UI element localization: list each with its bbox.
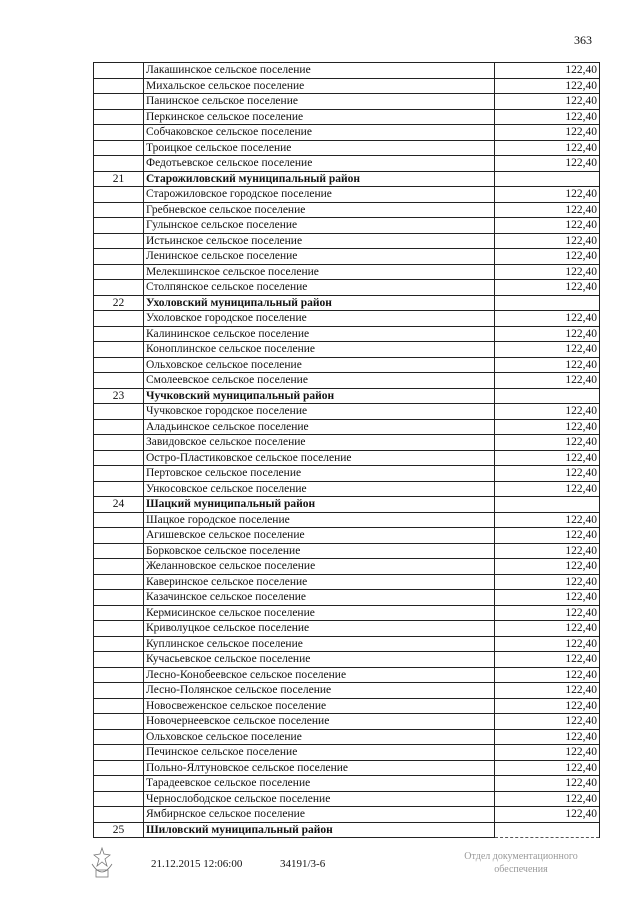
table-row [94, 233, 600, 249]
table-row [94, 404, 600, 420]
settlement-name: Казачинское сельское поселение [144, 590, 495, 606]
settlement-name: Ольховское сельское поселение [144, 357, 495, 373]
row-number [94, 78, 144, 94]
settlements-table [93, 62, 600, 838]
table-row [94, 435, 600, 451]
table-row [94, 791, 600, 807]
row-value: 122,40 [495, 264, 600, 280]
row-number [94, 450, 144, 466]
table-row [94, 326, 600, 342]
row-number [94, 435, 144, 451]
row-number [94, 621, 144, 637]
row-number [94, 481, 144, 497]
settlement-name: Чучковский муниципальный район [144, 388, 495, 404]
row-number [94, 326, 144, 342]
row-value: 122,40 [495, 109, 600, 125]
row-number [94, 559, 144, 575]
footer-datetime: 21.12.2015 12:06:00 [151, 858, 243, 870]
settlement-name: Ямбирнское сельское поселение [144, 807, 495, 823]
row-value: 122,40 [495, 807, 600, 823]
row-number: 21 [94, 171, 144, 187]
row-value: 122,40 [495, 543, 600, 559]
footer-doc-code: 34191/3-6 [280, 858, 326, 870]
row-number [94, 605, 144, 621]
row-value: 122,40 [495, 512, 600, 528]
row-value: 122,40 [495, 450, 600, 466]
settlement-name: Шиловский муниципальный район [144, 822, 495, 838]
row-number [94, 342, 144, 358]
row-number [94, 233, 144, 249]
row-number [94, 109, 144, 125]
settlement-name: Ленинское сельское поселение [144, 249, 495, 265]
table-row [94, 342, 600, 358]
settlement-name: Лесно-Полянское сельское поселение [144, 683, 495, 699]
settlement-name: Польно-Ялтуновское сельское поселение [144, 760, 495, 776]
row-value: 122,40 [495, 590, 600, 606]
row-number [94, 652, 144, 668]
table-row [94, 264, 600, 280]
table-row [94, 652, 600, 668]
settlement-name: Столпянское сельское поселение [144, 280, 495, 296]
row-value: 122,40 [495, 326, 600, 342]
stamp-line-1: Отдел документационного [464, 851, 578, 862]
settlement-name: Перкинское сельское поселение [144, 109, 495, 125]
row-value: 122,40 [495, 311, 600, 327]
row-number [94, 404, 144, 420]
settlement-name: Панинское сельское поселение [144, 94, 495, 110]
row-number [94, 667, 144, 683]
table-row [94, 543, 600, 559]
row-value: 122,40 [495, 435, 600, 451]
row-value [495, 171, 600, 187]
table-row [94, 745, 600, 761]
row-number [94, 636, 144, 652]
row-number: 25 [94, 822, 144, 838]
table-row [94, 249, 600, 265]
row-number [94, 202, 144, 218]
settlement-name: Агишевское сельское поселение [144, 528, 495, 544]
settlement-name: Мелекшинское сельское поселение [144, 264, 495, 280]
row-value [495, 295, 600, 311]
row-value: 122,40 [495, 621, 600, 637]
table-row [94, 760, 600, 776]
table-row [94, 729, 600, 745]
row-number [94, 683, 144, 699]
row-value: 122,40 [495, 652, 600, 668]
row-value: 122,40 [495, 94, 600, 110]
settlement-name: Остро-Пластиковское сельское поселение [144, 450, 495, 466]
row-number [94, 94, 144, 110]
row-value: 122,40 [495, 78, 600, 94]
row-value: 122,40 [495, 218, 600, 234]
row-value: 122,40 [495, 683, 600, 699]
table-row [94, 63, 600, 79]
row-number: 24 [94, 497, 144, 513]
table-row [94, 683, 600, 699]
row-value: 122,40 [495, 342, 600, 358]
table-row [94, 667, 600, 683]
row-value: 122,40 [495, 357, 600, 373]
row-number [94, 590, 144, 606]
row-value: 122,40 [495, 202, 600, 218]
coat-of-arms-emblem [88, 846, 116, 880]
row-number [94, 466, 144, 482]
table-row [94, 714, 600, 730]
row-value: 122,40 [495, 636, 600, 652]
table-row [94, 605, 600, 621]
settlement-name: Завидовское сельское поселение [144, 435, 495, 451]
table-row [94, 187, 600, 203]
settlement-name: Михальское сельское поселение [144, 78, 495, 94]
row-value [495, 388, 600, 404]
row-number [94, 218, 144, 234]
settlement-name: Борковское сельское поселение [144, 543, 495, 559]
row-value [495, 822, 600, 838]
table-row [94, 776, 600, 792]
district-row [94, 388, 600, 404]
row-number [94, 156, 144, 172]
table-body [94, 63, 600, 838]
row-value: 122,40 [495, 745, 600, 761]
row-number [94, 714, 144, 730]
settlement-name: Гребневское сельское поселение [144, 202, 495, 218]
settlement-name: Федотьевское сельское поселение [144, 156, 495, 172]
settlement-name: Аладьинское сельское поселение [144, 419, 495, 435]
row-number [94, 729, 144, 745]
table-row [94, 202, 600, 218]
row-value: 122,40 [495, 419, 600, 435]
row-value: 122,40 [495, 373, 600, 389]
row-number [94, 543, 144, 559]
row-value: 122,40 [495, 125, 600, 141]
district-row [94, 171, 600, 187]
settlement-name: Старожиловское городское поселение [144, 187, 495, 203]
row-value: 122,40 [495, 280, 600, 296]
table-row [94, 78, 600, 94]
row-number: 22 [94, 295, 144, 311]
table-row [94, 109, 600, 125]
settlement-name: Лакашинское сельское поселение [144, 63, 495, 79]
stamp-line-2: обеспечения [494, 864, 548, 875]
row-value: 122,40 [495, 187, 600, 203]
settlement-name: Кермисинское сельское поселение [144, 605, 495, 621]
settlement-name: Шацкое городское поселение [144, 512, 495, 528]
settlement-name: Ухоловский муниципальный район [144, 295, 495, 311]
table-row [94, 373, 600, 389]
row-value: 122,40 [495, 466, 600, 482]
row-number [94, 187, 144, 203]
table-row [94, 807, 600, 823]
settlement-name: Истьинское сельское поселение [144, 233, 495, 249]
settlement-name: Новочернеевское сельское поселение [144, 714, 495, 730]
row-number [94, 125, 144, 141]
settlement-name: Криволуцкое сельское поселение [144, 621, 495, 637]
district-row [94, 822, 600, 838]
row-value: 122,40 [495, 776, 600, 792]
row-value: 122,40 [495, 63, 600, 79]
table-row [94, 512, 600, 528]
settlement-name: Лесно-Конобеевское сельское поселение [144, 667, 495, 683]
settlement-name: Ольховское сельское поселение [144, 729, 495, 745]
row-value: 122,40 [495, 156, 600, 172]
table-row [94, 419, 600, 435]
table-row [94, 156, 600, 172]
table-row [94, 621, 600, 637]
row-number [94, 574, 144, 590]
row-number [94, 280, 144, 296]
settlement-name: Чучковское городское поселение [144, 404, 495, 420]
table-row [94, 357, 600, 373]
table-row [94, 280, 600, 296]
table-row [94, 636, 600, 652]
table-row [94, 140, 600, 156]
row-value: 122,40 [495, 729, 600, 745]
district-row [94, 295, 600, 311]
row-number [94, 745, 144, 761]
table-row [94, 559, 600, 575]
row-value: 122,40 [495, 574, 600, 590]
table-row [94, 311, 600, 327]
settlement-name: Желанновское сельское поселение [144, 559, 495, 575]
row-value: 122,40 [495, 233, 600, 249]
row-value: 122,40 [495, 760, 600, 776]
department-stamp [446, 850, 596, 876]
table-row [94, 94, 600, 110]
row-value: 122,40 [495, 714, 600, 730]
row-number [94, 760, 144, 776]
district-row [94, 497, 600, 513]
settlement-name: Печинское сельское поселение [144, 745, 495, 761]
row-value [495, 497, 600, 513]
row-number [94, 373, 144, 389]
table-row [94, 574, 600, 590]
settlement-name: Шацкий муниципальный район [144, 497, 495, 513]
table-row [94, 698, 600, 714]
settlement-name: Ункосовское сельское поселение [144, 481, 495, 497]
row-number [94, 140, 144, 156]
settlement-name: Ухоловское городское поселение [144, 311, 495, 327]
table-row [94, 125, 600, 141]
settlement-name: Чернослободское сельское поселение [144, 791, 495, 807]
row-number [94, 264, 144, 280]
table-row [94, 481, 600, 497]
row-value: 122,40 [495, 528, 600, 544]
row-number [94, 311, 144, 327]
row-value: 122,40 [495, 605, 600, 621]
row-number [94, 63, 144, 79]
table-row [94, 466, 600, 482]
row-value: 122,40 [495, 559, 600, 575]
row-value: 122,40 [495, 791, 600, 807]
settlement-name: Пертовское сельское поселение [144, 466, 495, 482]
row-value: 122,40 [495, 667, 600, 683]
row-number [94, 807, 144, 823]
row-number [94, 249, 144, 265]
settlement-name: Калининское сельское поселение [144, 326, 495, 342]
table-row [94, 450, 600, 466]
table-row [94, 590, 600, 606]
settlement-name: Смолеевское сельское поселение [144, 373, 495, 389]
settlement-name: Каверинское сельское поселение [144, 574, 495, 590]
row-number [94, 512, 144, 528]
settlement-name: Куплинское сельское поселение [144, 636, 495, 652]
row-number [94, 776, 144, 792]
row-number [94, 419, 144, 435]
settlement-name: Гулынское сельское поселение [144, 218, 495, 234]
settlement-name: Старожиловский муниципальный район [144, 171, 495, 187]
settlement-name: Собчаковское сельское поселение [144, 125, 495, 141]
row-number [94, 791, 144, 807]
settlement-name: Троицкое сельское поселение [144, 140, 495, 156]
row-number [94, 357, 144, 373]
row-value: 122,40 [495, 481, 600, 497]
row-number [94, 528, 144, 544]
settlement-name: Коноплинское сельское поселение [144, 342, 495, 358]
table-row [94, 218, 600, 234]
row-value: 122,40 [495, 140, 600, 156]
table-row [94, 528, 600, 544]
row-value: 122,40 [495, 404, 600, 420]
settlement-name: Кучасьевское сельское поселение [144, 652, 495, 668]
settlement-name: Новосвеженское сельское поселение [144, 698, 495, 714]
row-value: 122,40 [495, 249, 600, 265]
row-value: 122,40 [495, 698, 600, 714]
settlement-name: Тарадеевское сельское поселение [144, 776, 495, 792]
row-number: 23 [94, 388, 144, 404]
row-number [94, 698, 144, 714]
page-number: 363 [574, 33, 592, 47]
